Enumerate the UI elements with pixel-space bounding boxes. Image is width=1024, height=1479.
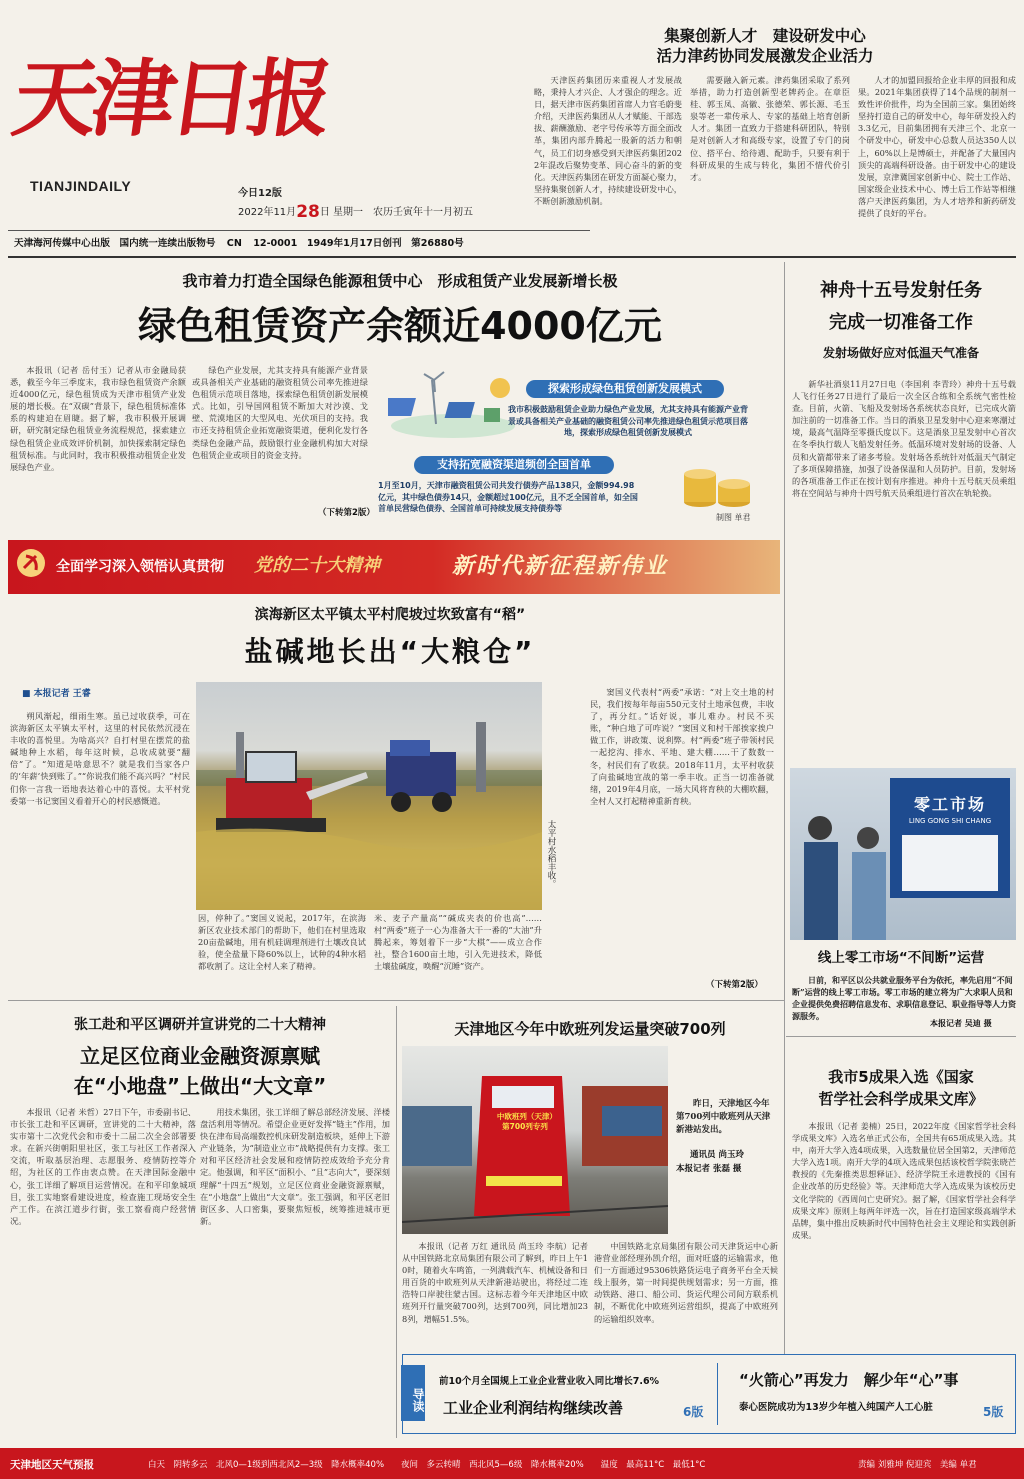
guide-item-2-page: 5版 xyxy=(983,1405,1004,1419)
heping-col-2: 用技术集团，张工详细了解总部经济发展、洋楼盘活利用等情况。希望企业更好发挥“链主”作用，加快在津布局高端数控机床研发制造板块，延伸上下游产业链条，为“制造业立市”战略提供有力支撑。张工对和平区经济社会发展和疫情防控成效给予充分肯定。他强调，和平区“面积小、“且”志向大”，要深刻理解“十四五”规划，立足区位商业金融资源禀赋，在“小地盘”上做出“大文章”。张工强调，和平区老旧街区多、人口密集，要聚焦短板，统筹推进城市更新。 xyxy=(200,1107,390,1226)
green-lease-info-1: 我市积极鼓励租赁企业助力绿色产业发展，尤其支持具有能源产业背景或具备相关产业基础的融资租赁公司率先推进绿色租赁示范项目落地，探索形成绿色租赁创新发展模式 xyxy=(508,405,748,437)
date-suffix: 日 星期一 农历壬寅年十一月初五 xyxy=(319,207,474,218)
shenzhou-subtitle: 发射场做好应对低温天气准备 xyxy=(822,346,979,360)
people-illustration xyxy=(790,798,900,940)
salt-land-col-1: 朔风渐起，细雨生寒。虽已过收获季，可在滨海新区太平镇太平村，这里的村民依然沉浸在丰收的喜悦里。为啥高兴？自打村里在摆荒的盐碱地种上水稻，每年这时候，总收成就要“翻倍”了。“知道是啥意思不？就是我们当家各户的‘年薪’快到账了。”“你说我们能不高兴吗？”村民们你一言我一语地表达着心中的喜悦。太平村党委第一书记窦国义看着开心的村民感慨道。 xyxy=(10,711,190,806)
green-lease-banner-1: 探索形成绿色租赁创新发展模式 xyxy=(526,380,724,398)
shenzhou-title-1: 神舟十五号发射任务 xyxy=(820,280,982,301)
guide-item-1-title: 工业企业利润结构继续改善 xyxy=(443,1399,624,1417)
masthead-pinyin: TIANJINDAILY xyxy=(30,178,132,194)
guide-item-2-kicker: 泰心医院成功为13岁少年植入纯国产人工心脏 xyxy=(739,1402,933,1413)
issue-number: 第26880号 xyxy=(411,238,464,249)
date-prefix: 2022年11月 xyxy=(238,207,297,218)
shenzhou-body: 新华社酒泉11月27日电（李国利 李青玲）神舟十五号载人飞行任务27日进行了最后一次全区合练和全系统气密性检查。目前，火箭、飞船及发射场各系统状态良好，已完成火箭加注前的一切准备工作。当日的酒泉卫星发射中心迎来寒潮过境，最高气温降至零摄氏度以下。这是酒泉卫星发射中心首次在冬季执行载人飞船发射任务。低温环境对发射场的设备、人员和火箭都带来了诸多考验。发射场各系统针对低温天气制定了多项保障措施，加强了设备保温和人员防护。目前，发射场的各项准备工作正在按计划有序推进。神舟十五号航天员乘组将在空间站与神舟十四号航天员乘组进行首次在轨轮换。 xyxy=(792,379,1016,498)
party-banner-right: 新时代新征程新伟业 xyxy=(452,553,669,579)
rail-col-1: 本报讯（记者 万红 通讯员 尚玉玲 李航）记者从中国铁路北京局集团有限公司了解到，昨日上午10时，随着火车鸣笛，一列满载汽车、机械设备和日用百货的中欧班列从天津新港站驶出，将经过二连浩特口岸驶往蒙古国。这标志着今年天津地区中欧班列开行量突破700列，达到700列，同比增加238列，增幅51.5%。 xyxy=(402,1241,588,1324)
market-caption: 日前，和平区以公共就业服务平台为依托，率先启用“不间断”运营的线上零工市场。零工市场的建立将为广大求职人员和企业提供免费招聘信息发布、求职信息登记、职业指导等人力资源服务。 xyxy=(792,975,1016,1021)
weather-bar xyxy=(0,1448,1024,1479)
party-banner-left: 全面学习深入领悟认真贯彻 xyxy=(56,559,224,575)
salt-land-col-2: 因，停种了。”窦国义说起，2017年，在滨海新区农业技术部门的帮助下，他们在村里选取20亩盐碱地，用有机硅调理剂进行土壤改良试验，使全盐量下降60%以上，试种的4种水稻都收割了。这让全村人来了精神。 xyxy=(198,913,366,972)
train-plate: 中欧班列（天津）第700列专列 xyxy=(496,1112,554,1131)
green-lease-infographic xyxy=(378,360,778,532)
train-credit-2: 本报记者 张磊 摄 xyxy=(676,1164,742,1174)
issue-date xyxy=(238,202,473,222)
harvest-photo-caption: 太平村水稻丰收。 xyxy=(546,820,556,888)
market-sign xyxy=(890,778,1010,898)
train-caption: 昨日，天津地区今年第700列中欧班列从天津新港站发出。 xyxy=(676,1099,771,1135)
guide-label: 导读 xyxy=(401,1365,425,1421)
green-lease-banner-2: 支持拓宽融资渠道频创全国首单 xyxy=(414,456,614,474)
shenzhou-title-2: 完成一切准备工作 xyxy=(829,312,973,333)
green-lease-kicker: 我市着力打造全国绿色能源租赁中心 形成租赁产业发展新增长极 xyxy=(182,272,618,290)
pharma-col-3: 人才的加盟回报给企业丰厚的回报和成果。2021年集团获得了14个品规的制剂一致性评价批件，均为全国前三家。集团始终坚持打造自己的研发中心，每年研发投入约3.3亿元，目前集团拥有天津三个、北京一个研发中心，研发中心总数人员达350人以上，60%以上是博硕士，并配备了大量国内顶尖的高端科研设备。由于研发中心的建设发展，京津冀国家创新中心、院士工作站、国家级企业技术中心、博士后工作站等相继落户天津医药集团，为人才培养和新药研发提供了良好的平台。 xyxy=(858,75,1016,219)
philosophy-title-2: 哲学社会科学成果文库》 xyxy=(818,1090,984,1108)
heping-title-2: 在“小地盘”上做出“大文章” xyxy=(73,1074,327,1098)
salt-land-col-4: 窦国义代表村“两委”承诺：“对上交土地的村民，我们按每年每亩550元支付土地承包费，丰收了，再分红。”话好说，事儿难办。村民不买账，“种白地了可咋说？”窦国义和村干部挨家挨户做工作，讲政策、说利弊。村“两委”班子带领村民一起挖沟、排水、平地、建大棚……干了数数一冬，村民们有了收获。2018年11月，太平村收获了向盐碱地宣战的第一季丰收。正当一切准备就绪，2019年4月底，一场大风将育秧的大棚吹翻，全村人又打起精神重新育秧。 xyxy=(590,687,774,806)
heping-col-1: 本报讯（记者 米哲）27日下午，市委副书记、市长张工赴和平区调研，宣讲党的二十大精神，落实市第十二次党代会和市委十二届二次全会部署要求。在新兴街朝阳里社区，张工与社区工作者深入交流，听取基层治理、志愿服务、疫情防控等介绍，为社区的工作由衷点赞。在天津国际金融中心，张工详细了解项目运营情况。在和平印象城项目，张工实地察看建设进度，检查施工现场安全生产工作。在滨江道步行街，张工察看商户经营情况。 xyxy=(10,1107,196,1226)
party-banner xyxy=(8,540,780,594)
party-emblem-icon xyxy=(16,548,46,578)
train-credit-1: 通讯员 尚玉玲 xyxy=(690,1150,744,1160)
wind-solar-illustration xyxy=(388,368,518,440)
pharma-col-2: 需要融入新元素。津药集团采取了系列举措，助力打造创新型老牌药企。在章臣桂、郭玉凤、高徽、张德荣、郭长源、毛玉泉等老一辈传承人、专家的基础上培育创新人才。集团一直致力于搭建科研团队，特别是对创新人才和高级专家，设置了专门的岗位、搭平台、给待遇、配助手，只要有利于科研成果的生成与转化，集团不惜代价引才。 xyxy=(690,75,850,182)
philosophy-title-1: 我市5成果入选《国家 xyxy=(828,1068,974,1086)
train-photo xyxy=(402,1046,668,1234)
heping-kicker: 张工赴和平区调研并宣讲党的二十大精神 xyxy=(74,1017,326,1033)
pharma-title-2: 活力津药协同发展激发企业活力 xyxy=(656,47,874,65)
infographic-credit: 制图 单君 xyxy=(716,513,751,522)
guide-item-2-title: “火箭心”再发力 解少年“心”事 xyxy=(739,1371,959,1389)
rail-title: 天津地区今年中欧班列发运量突破700列 xyxy=(454,1020,726,1038)
rail-col-2: 中国铁路北京局集团有限公司天津货运中心新港营业部经理孙凯介绍，面对旺盛的运输需求，他们一方面通过95306铁路货运电子商务平台全天候线上服务，第一时间提供规划需求；另一方面，推动铁路、港口、船公司、货运代理公司间方联系机制，不断优化中欧班列运营组织，提高了中欧班列的运输组织效率。 xyxy=(594,1241,778,1324)
masthead-title: 天津日报 xyxy=(7,49,334,148)
pharma-title-1: 集聚创新人才 建设研发中心 xyxy=(664,27,866,45)
guide-item-1-kicker: 前10个月全国规上工业企业营业收入同比增长7.6% xyxy=(439,1376,660,1387)
pharma-col-1: 天津医药集团历来重视人才发展战略，秉持人才兴企、人才强企的理念。近日，据天津市医药集团首席人力官毛蔚斐介绍，天津医药集团从人才赋能、干部选拔、薪酬激励、老字号传承等方面全面改革，集团内部升腾起一股新的活力和朝气，员工们切身感受到天津医药集团2022年混改后聚势变革、同心奋斗的新的变化。天津医药集团在研发方面凝心聚力，坚持集聚创新人才，持续建设研发中心，不断创新激励机制。 xyxy=(534,75,682,206)
green-lease-headline: 绿色租赁资产余额近4000亿元 xyxy=(138,304,662,348)
harvest-photo xyxy=(196,682,542,910)
date-day: 28 xyxy=(296,202,320,222)
green-lease-col-2: 绿色产业发展，尤其支持具有能源产业背景或具备相关产业基础的融资租赁公司率先推进绿色租赁示范项目落地，探索绿色租赁创新发展模式。比如，引导国网租赁不断加大对沙漠、戈壁、荒漠地区的大型风电、光伏项目的支持。我市还支持租赁企业拓宽融资渠道，便利化发行各类绿色金融产品，鼓励银行业金融机构加大对绿色租赁企业或项目的资金支持。 xyxy=(192,365,368,460)
guide-box xyxy=(402,1354,1016,1434)
market-credit: 本报记者 吴迪 摄 xyxy=(930,1019,992,1028)
masthead xyxy=(0,0,590,258)
philosophy-body: 本报讯（记者 姜楠）25日，2022年度《国家哲学社会科学成果文库》入选名单正式公布，全国共有65项成果入选。其中，南开大学入选4项成果，入选数量位居全国第2，天津师范大学入选1项。南开大学的4项入选成果包括该校哲学院张晓芒教授的《先秦推类思想释证》、经济学院王永进教授的《国有企业改革的历史经验》等。天津师范大学入选成果为该校历史文化学院的《西周问亡史研究》。据了解，《国家哲学社会科学成果文库》原则上每两年评选一次，旨在打造国家级高端学术品牌，集中推出反映新时代中国特色社会主义理论和实践创新成果。 xyxy=(792,1121,1016,1240)
harvester-illustration xyxy=(196,682,542,910)
market-title: 线上零工市场“不间断”运营 xyxy=(817,950,985,966)
cn-number: 国内统一连续出版物号 CN 12-0001 xyxy=(119,238,298,249)
weather-forecast: 白天 阴转多云 北风0—1级到西北风2—3级 降水概率40% 夜间 多云转晴 西北风5—6级 降水概率20% 温度 最高11°C 最低1°C xyxy=(148,1460,706,1470)
coin-stack-illustration xyxy=(678,456,758,510)
weather-label: 天津地区天气预报 xyxy=(10,1459,94,1471)
market-sign-subtitle: LING GONG SHI CHANG xyxy=(908,817,992,825)
salt-land-col-3: 米、麦子产量高”“碱成夹表的价也高”……村“两委”班子一心为准备大干一番的“大油”升腾起来，筹划着下一步“大棋”——成立合作社，整合1600亩土地，引入先进技术，降低土壤盐碱度，唤醒“沉睡”资产。 xyxy=(374,913,542,972)
salt-land-kicker: 滨海新区太平镇太平村爬坡过坎致富有“稻” xyxy=(254,607,526,623)
green-lease-info-2: 1月至10月，天津市融资租赁公司共发行债券产品138只，金额994.98亿元，其中绿色债券14只，金额超过100亿元，且不乏全国首单，如全国首单民营绿色债券、全国首单可持续发展支持债券等 xyxy=(378,481,638,513)
publication-info xyxy=(14,235,464,249)
party-banner-middle: 党的二十大精神 xyxy=(254,555,380,576)
train-illustration xyxy=(402,1046,668,1234)
salt-land-continued: （下转第2版） xyxy=(706,980,763,990)
green-lease-continued: （下转第2版） xyxy=(318,508,375,518)
market-photo xyxy=(790,768,1016,940)
founded-date: 1949年1月17日创刊 xyxy=(306,238,402,249)
salt-land-headline: 盐碱地长出“大粮仓” xyxy=(244,635,536,668)
page-editors: 责编 刘雅坤 倪迎宾 美编 单君 xyxy=(858,1460,977,1470)
salt-land-byline: ■ 本报记者 王睿 xyxy=(22,689,91,699)
heping-title-1: 立足区位商业金融资源禀赋 xyxy=(80,1044,320,1068)
edition-count: 今日12版 xyxy=(238,188,282,199)
guide-item-1-page: 6版 xyxy=(683,1405,704,1419)
market-sign-title: 零工市场 xyxy=(913,795,986,814)
publisher: 天津海河传媒中心出版 xyxy=(14,238,110,249)
green-lease-col-1: 本报讯（记者 岳付玉）记者从市金融局获悉，截至今年三季度末，我市绿色租赁资产余额近4000亿元，绿色租赁成为天津市租赁产业发展的增长极。在“双碳”背景下，绿色租赁标准体系的构建迫在眉睫。据了解，我市积极开展调研，研究制定绿色租赁业务流程规范，探索建立绿色租赁企业成效评价机制，加快探索制定绿色租赁标准。与此同时，我市积极推动租赁企业发展绿色产业。 xyxy=(10,365,186,472)
